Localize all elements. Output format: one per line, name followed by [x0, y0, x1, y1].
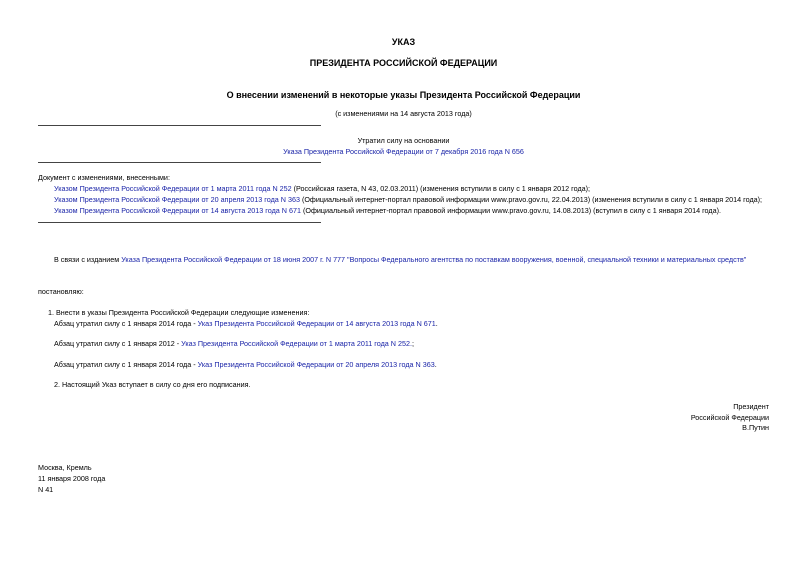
- divider: [38, 125, 321, 126]
- repealed-text: Абзац утратил силу с 1 января 2012 -: [54, 339, 182, 348]
- document-heading: О внесении изменений в некоторые указы Президента Российской Федерации: [226, 90, 581, 100]
- repealed-paragraph: [54, 320, 438, 328]
- amendment-details: (Официальный интернет-портал правовой информации www.pravo.gov.ru, 14.08.2013) (вступил в силу с 1 января 2014 года).: [300, 206, 721, 215]
- document-title: УКАЗ: [391, 37, 416, 47]
- signing-date: 11 января 2008 года: [38, 474, 106, 483]
- signature-country: Российской Федерации: [690, 413, 769, 422]
- signature-name: В.Путин: [742, 423, 769, 432]
- divider: [38, 222, 321, 223]
- amendment-item: [54, 185, 590, 193]
- lost-force-link[interactable]: Указа Президента Российской Федерации от 7 декабря 2016 года N 656: [283, 147, 524, 156]
- amendment-link[interactable]: Указом Президента Российской Федерации от 1 марта 2011 года N 252: [54, 184, 292, 193]
- repealed-text: Абзац утратил силу с 1 января 2014 года -: [54, 360, 198, 369]
- repeal-link[interactable]: Указ Президента Российской Федерации от 14 августа 2013 года N 671: [197, 319, 436, 328]
- preamble-prefix: В связи с изданием: [54, 255, 122, 264]
- amendment-details: (Официальный интернет-портал правовой информации www.pravo.gov.ru, 22.04.2013) (изменения вступили в силу с 1 января 2014 года);: [299, 195, 763, 204]
- lost-force-text: Утратил силу на основании: [357, 136, 450, 145]
- preamble: [54, 256, 746, 264]
- repeal-link[interactable]: Указ Президента Российской Федерации от 1 марта 2011 года N 252.: [181, 339, 412, 348]
- punctuation: .: [435, 319, 438, 328]
- amendment-link[interactable]: Указом Президента Российской Федерации от 20 апреля 2013 года N 363: [54, 195, 300, 204]
- signing-place: Москва, Кремль: [38, 463, 92, 472]
- decree-word: постановляю:: [38, 287, 84, 296]
- repealed-paragraph: [54, 340, 414, 348]
- repeal-link[interactable]: Указ Президента Российской Федерации от 20 апреля 2013 года N 363: [197, 360, 435, 369]
- repealed-paragraph: [54, 361, 437, 369]
- signature-position: Президент: [733, 402, 769, 411]
- preamble-link[interactable]: Указа Президента Российской Федерации от 18 июня 2007 г. N 777 "Вопросы Федерального агентства по поставкам вооружения, военной, специальной техники и материальных средств": [121, 255, 747, 264]
- amendment-details: (Российская газета, N 43, 02.03.2011) (изменения вступили в силу с 1 января 2012 года);: [291, 184, 591, 193]
- punctuation: .: [434, 360, 437, 369]
- amendment-item: [54, 196, 762, 204]
- document-subtitle: ПРЕЗИДЕНТА РОССИЙСКОЙ ФЕДЕРАЦИИ: [309, 58, 498, 68]
- amendment-link[interactable]: Указом Президента Российской Федерации от 14 августа 2013 года N 671: [54, 206, 301, 215]
- divider: [38, 162, 321, 163]
- revision-note: (с изменениями на 14 августа 2013 года): [335, 109, 472, 118]
- amendment-item: [54, 207, 721, 215]
- decree-number: N 41: [38, 485, 54, 494]
- amendments-intro: Документ с изменениями, внесенными:: [38, 173, 170, 182]
- point-2: 2. Настоящий Указ вступает в силу со дня его подписания.: [54, 380, 251, 389]
- repealed-text: Абзац утратил силу с 1 января 2014 года -: [54, 319, 198, 328]
- point-1: 1. Внести в указы Президента Российской Федерации следующие изменения:: [48, 308, 310, 317]
- punctuation: ;: [411, 339, 414, 348]
